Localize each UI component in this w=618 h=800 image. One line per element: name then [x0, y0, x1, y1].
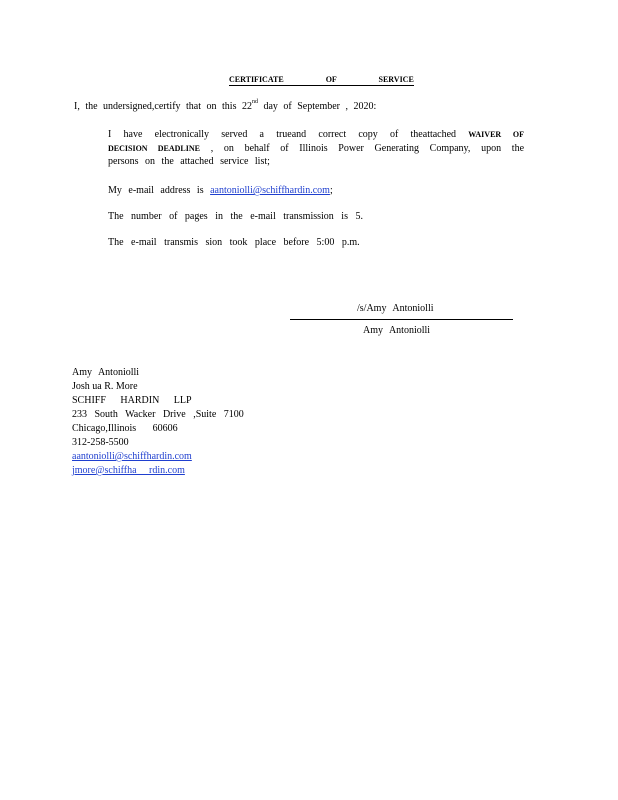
contact-name-1: Amy Antoniolli — [72, 367, 140, 378]
document-name-part-2: DECISION DEADLINE — [108, 143, 200, 153]
intro-superscript: nd — [251, 99, 258, 105]
service-text: I have electronically served a trueand correct copy of theattached — [108, 129, 457, 140]
service-line-3: persons on the attached service list; — [108, 156, 270, 167]
pages-statement: The number of pages in the e-mail transmission is 5. — [108, 211, 363, 222]
email-address-statement — [108, 185, 333, 196]
contact-email-2[interactable]: jmore@schiffha rdin.com — [72, 465, 185, 476]
contact-city: Chicago,Illinois 60606 — [72, 423, 178, 434]
service-line-2 — [108, 142, 524, 156]
contact-firm: SCHIFF HARDIN LLP — [72, 395, 192, 406]
time-statement: The e-mail transmis sion took place before 5:00 p.m. — [108, 237, 360, 248]
email-statement-text: My e-mail address is — [108, 185, 204, 196]
signer-name: Amy Antoniolli — [363, 325, 431, 336]
contact-phone: 312-258-5500 — [72, 437, 129, 448]
contact-email-1[interactable]: aantoniolli@schiffhardin.com — [72, 451, 192, 462]
email-statement-end: ; — [329, 185, 333, 196]
service-paragraph — [108, 128, 524, 169]
contact-street: 233 South Wacker Drive ,Suite 7100 — [72, 409, 244, 420]
certification-intro — [74, 101, 376, 112]
service-line-1 — [108, 128, 524, 142]
document-name-part-1: WAIVER OF — [468, 130, 524, 139]
contact-name-2: Josh ua R. More — [72, 381, 138, 392]
email-link[interactable]: aantoniolli@schiffhardin.com — [210, 185, 330, 196]
intro-text-after: day of September , 2020: — [263, 101, 377, 112]
signature: /s/Amy Antoniolli — [357, 303, 434, 314]
contact-block — [72, 366, 244, 478]
intro-text-before: I, the undersigned,certify that on this 22 — [74, 101, 252, 112]
signature-line — [290, 319, 513, 320]
service-text-2: , on behalf of Illinois Power Generating Company, upon the — [210, 142, 525, 154]
page-title: CERTIFICATE OF SERVICE — [229, 75, 414, 84]
